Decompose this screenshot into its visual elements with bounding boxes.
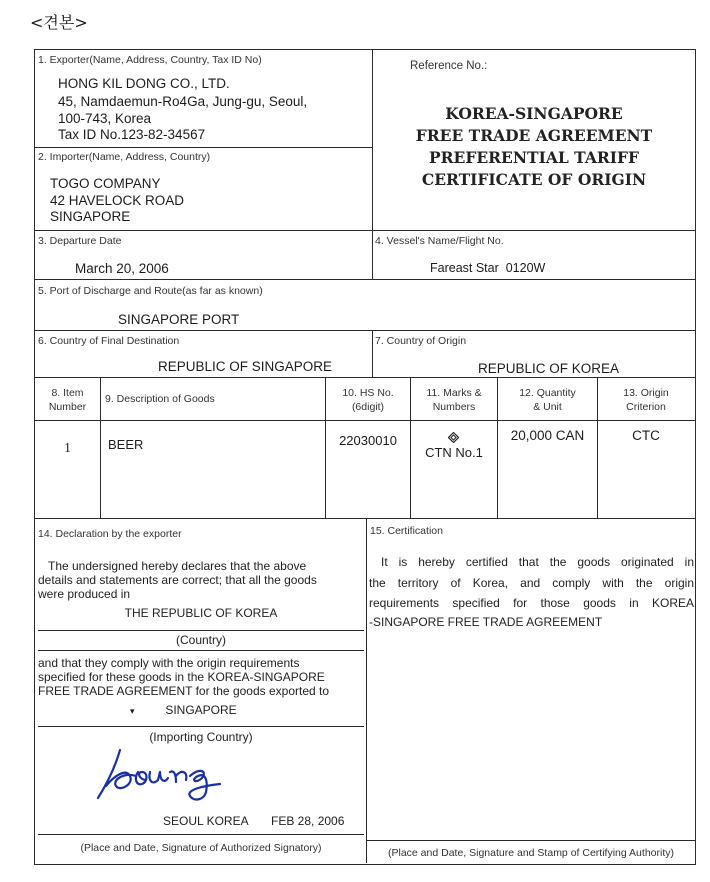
underline xyxy=(38,834,364,835)
header-origin-criterion: 13. Origin Criterion xyxy=(623,387,669,413)
exporter-signature xyxy=(90,742,240,804)
certificate-title-line-3: PREFERENTIAL TARIFF xyxy=(429,148,639,167)
importer-address: 42 HAVELOCK ROAD xyxy=(50,193,185,208)
exporter-address-1: 45, Namdaemun-Ro4Ga, Jung-gu, Seoul, xyxy=(58,94,308,109)
header-quantity-unit: 12. Quantity & Unit xyxy=(519,387,576,413)
rule xyxy=(35,147,372,148)
destination-label: 6. Country of Final Destination xyxy=(38,335,180,347)
importer-name: TOGO COMPANY xyxy=(50,176,161,191)
rule xyxy=(35,420,695,421)
final-destination: REPUBLIC OF SINGAPORE xyxy=(158,359,333,374)
sample-tag: <견본> xyxy=(30,13,88,32)
certification-text-2: the territory of Korea, and comply with the origin xyxy=(369,576,694,590)
rule xyxy=(35,518,695,519)
declaration-text-2: details and statements are correct; that all the goods xyxy=(38,573,317,587)
rule xyxy=(100,377,101,518)
produced-in-country: THE REPUBLIC OF KOREA xyxy=(124,606,278,620)
quantity-cell: 20,000 CAN xyxy=(510,428,585,443)
bullet-icon: ▾ xyxy=(130,706,135,716)
country-caption: (Country) xyxy=(175,633,226,647)
importer-country: SINGAPORE xyxy=(50,209,131,224)
departure-label: 3. Departure Date xyxy=(38,235,122,247)
item-number-cell: 1 xyxy=(64,440,71,455)
rule xyxy=(366,518,367,863)
signing-date: FEB 28, 2006 xyxy=(271,814,345,828)
certification-text-4: -SINGAPORE FREE TRADE AGREEMENT xyxy=(369,615,603,629)
exporter-name: HONG KIL DONG CO., LTD. xyxy=(58,76,230,91)
vessel-label: 4. Vessel's Name/Flight No. xyxy=(375,235,504,247)
comply-text-1: and that they comply with the origin requirements xyxy=(38,656,300,670)
rule xyxy=(35,230,695,231)
exported-to-country: SINGAPORE xyxy=(165,703,237,717)
certification-label: 15. Certification xyxy=(370,525,443,537)
certification-text-1: It is hereby certified that the goods originated in xyxy=(381,555,694,569)
certificate-title-line-2: FREE TRADE AGREEMENT xyxy=(415,126,653,145)
exporter-label: 1. Exporter(Name, Address, Country, Tax ID No) xyxy=(38,54,262,66)
underline xyxy=(38,630,364,631)
exporter-tax-id: Tax ID No.123-82-34567 xyxy=(58,127,206,142)
certifying-authority-footer: (Place and Date, Signature and Stamp of Certifying Authority) xyxy=(388,847,674,859)
declaration-label: 14. Declaration by the exporter xyxy=(38,528,182,540)
underline xyxy=(38,650,364,651)
port-label: 5. Port of Discharge and Route(as far as known) xyxy=(38,285,263,297)
criterion-cell: CTC xyxy=(632,428,660,443)
departure-date: March 20, 2006 xyxy=(75,261,169,276)
origin-country-label: 7. Country of Origin xyxy=(375,335,467,347)
vessel-flight: Fareast Star 0120W xyxy=(430,261,546,275)
exporter-address-2: 100-743, Korea xyxy=(58,111,152,126)
header-item-number: 8. Item Number xyxy=(48,387,87,413)
country-of-origin: REPUBLIC OF KOREA xyxy=(478,361,620,376)
header-description: 9. Description of Goods xyxy=(105,393,215,405)
port-of-discharge: SINGAPORE PORT xyxy=(118,312,240,327)
importer-label: 2. Importer(Name, Address, Country) xyxy=(38,151,211,163)
rule xyxy=(35,330,695,331)
rule xyxy=(372,330,373,377)
signing-place: SEOUL KOREA xyxy=(163,814,249,828)
header-marks-numbers: 11. Marks & Numbers xyxy=(426,387,482,413)
certificate-title-line-1: KOREA-SINGAPORE xyxy=(445,104,623,123)
rule xyxy=(35,377,695,378)
marks-cell: CTN No.1 xyxy=(425,445,483,460)
underline xyxy=(38,726,364,727)
description-cell: BEER xyxy=(108,437,144,452)
certification-text-3: requirements specified for those goods in KOREA xyxy=(369,596,694,610)
signatory-footer: (Place and Date, Signature of Authorized Signatory) xyxy=(80,842,322,854)
diamond-mark-icon xyxy=(448,430,459,441)
underline xyxy=(367,840,695,841)
rule xyxy=(35,279,695,280)
certificate-title-line-4: CERTIFICATE OF ORIGIN xyxy=(421,170,647,189)
header-hs-number: 10. HS No. (6digit) xyxy=(342,387,394,413)
importing-country-caption: (Importing Country) xyxy=(149,730,253,744)
comply-text-3: FREE TRADE AGREEMENT for the goods exported to xyxy=(38,684,330,698)
comply-text-2: specified for these goods in the KOREA-SINGAPORE xyxy=(38,670,325,684)
hs-number-cell: 22030010 xyxy=(339,433,397,448)
declaration-text-1: The undersigned hereby declares that the above xyxy=(48,559,307,573)
reference-label: Reference No.: xyxy=(410,60,488,72)
declaration-text-3: were produced in xyxy=(38,587,131,601)
